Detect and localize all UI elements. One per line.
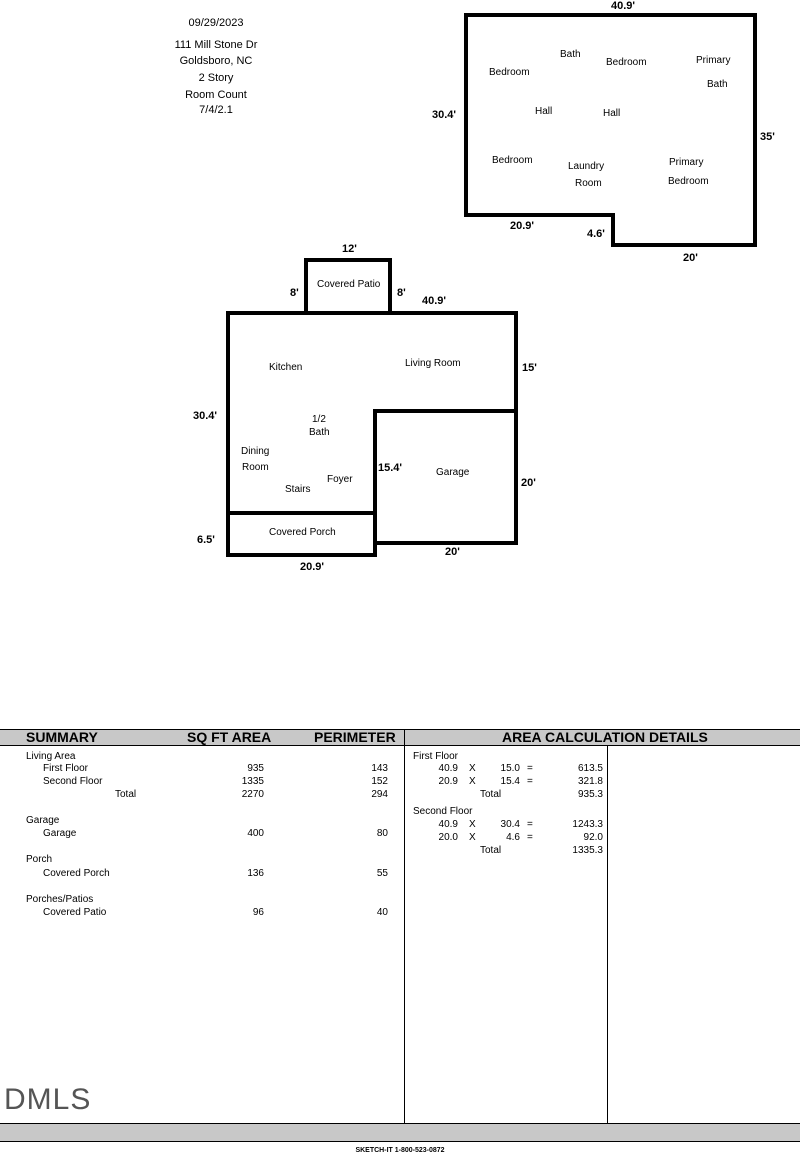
room-laundry-line1: Laundry [568,161,605,172]
row-second-floor-area: 1335 [241,776,264,787]
dim-2f-bottom-right: 20' [683,252,698,264]
room-half-bath-line2: Bath [309,427,330,438]
row-living-total-label: Total [115,789,137,800]
room-covered-patio: Covered Patio [317,279,381,290]
dim-porch-left: 6.5' [197,534,215,546]
group-porch: Porch [26,854,53,865]
group-living-area: Living Area [26,751,76,762]
dim-garage-left: 15.4' [378,462,403,474]
second-floor-outline [466,15,755,245]
room-count-value: 7/4/2.1 [199,104,233,116]
row-living-total-perimeter: 294 [371,789,388,800]
detail-sf-r2-a: 20.0 [438,832,458,843]
row-first-floor-label: First Floor [43,763,88,774]
dmls-watermark: DMLS [4,1083,92,1116]
dim-garage-bottom: 20' [445,546,460,558]
summary-header-bar [0,729,800,746]
dim-2f-bottom-left: 20.9' [510,220,535,232]
sketch-date: 09/29/2023 [188,17,244,29]
detail-sf-r1-eq: = [527,819,533,830]
detail-sf-r2-b: 4.6 [506,832,520,843]
group-porches-patios: Porches/Patios [26,894,94,905]
summary-heading: SUMMARY [26,729,98,745]
detail-sf-r1-b: 30.4 [500,819,520,830]
detail-ff-total: 935.3 [577,789,603,800]
column-divider-1 [404,729,405,1140]
room-dining-line2: Room [242,462,269,473]
detail-sf-r2-result: 92.0 [583,832,603,843]
detail-ff-r1-x: X [469,763,476,774]
dim-2f-notch: 4.6' [587,228,605,240]
room-primary-bath-line2: Bath [707,79,728,90]
dim-patio-left: 8' [290,287,299,299]
room-primary-bedroom-line2: Bedroom [668,176,709,187]
detail-ff-r1-eq: = [527,763,533,774]
room-primary-bath-line1: Primary [696,55,731,66]
detail-second-floor-heading: Second Floor [413,806,473,817]
room-bedroom-sw: Bedroom [492,155,533,166]
detail-sf-total-label: Total [480,845,502,856]
detail-ff-r2-result: 321.8 [577,776,603,787]
row-covered-patio-area: 96 [252,907,264,918]
room-bath: Bath [560,49,581,60]
room-hall-right: Hall [603,108,621,119]
room-living-room: Living Room [405,358,461,369]
dim-2f-top: 40.9' [611,0,636,12]
detail-ff-total-label: Total [480,789,502,800]
stories: 2 Story [198,72,234,84]
detail-sf-r1-result: 1243.3 [572,819,603,830]
row-covered-patio-label: Covered Patio [43,907,107,918]
dim-1f-left: 30.4' [193,410,218,422]
footer-text: SKETCH-IT 1-800-523-0872 [355,1147,445,1154]
detail-ff-r1-b: 15.0 [500,763,520,774]
row-covered-porch-label: Covered Porch [43,868,110,879]
row-first-floor-perimeter: 143 [371,763,388,774]
room-laundry-line2: Room [575,178,602,189]
room-foyer: Foyer [327,474,353,485]
detail-ff-r2-b: 15.4 [500,776,520,787]
room-kitchen: Kitchen [269,362,303,373]
detail-ff-r2-eq: = [527,776,533,787]
details-heading: AREA CALCULATION DETAILS [502,729,708,745]
room-half-bath-line1: 1/2 [312,414,326,425]
dim-1f-top: 40.9' [422,295,447,307]
address-line2: Goldsboro, NC [179,55,253,67]
dim-patio-right: 8' [397,287,406,299]
dim-garage-right: 20' [521,477,536,489]
row-living-total-area: 2270 [241,789,264,800]
dim-2f-right: 35' [760,131,775,143]
detail-sf-r1-x: X [469,819,476,830]
row-covered-patio-perimeter: 40 [376,907,388,918]
sqft-heading: SQ FT AREA [187,729,272,745]
room-dining-line1: Dining [241,446,270,457]
column-divider-2 [607,745,608,1123]
row-garage-perimeter: 80 [376,828,388,839]
row-garage-area: 400 [247,828,264,839]
row-second-floor-label: Second Floor [43,776,103,787]
row-first-floor-area: 935 [247,763,264,774]
row-garage-label: Garage [43,828,77,839]
perimeter-heading: PERIMETER [314,729,396,745]
room-primary-bedroom-line1: Primary [669,157,704,168]
dim-2f-left: 30.4' [432,109,457,121]
room-covered-porch: Covered Porch [269,527,336,538]
detail-ff-r1-a: 40.9 [438,763,458,774]
detail-sf-r2-eq: = [527,832,533,843]
detail-ff-r2-x: X [469,776,476,787]
footer-bar [0,1123,800,1142]
dim-1f-right-upper: 15' [522,362,537,374]
room-bedroom-nw: Bedroom [489,67,530,78]
row-second-floor-perimeter: 152 [371,776,388,787]
dim-porch-bottom: 20.9' [300,561,325,573]
room-count-label: Room Count [185,89,247,101]
dim-patio-top: 12' [342,243,357,255]
detail-first-floor-heading: First Floor [413,751,458,762]
detail-sf-total: 1335.3 [572,845,603,856]
room-garage: Garage [436,467,470,478]
address-line1: 111 Mill Stone Dr [174,39,258,51]
row-covered-porch-perimeter: 55 [376,868,388,879]
group-garage: Garage [26,815,60,826]
detail-sf-r1-a: 40.9 [438,819,458,830]
detail-ff-r1-result: 613.5 [577,763,603,774]
room-bedroom-n: Bedroom [606,57,647,68]
room-stairs: Stairs [285,484,311,495]
detail-sf-r2-x: X [469,832,476,843]
room-hall-left: Hall [535,106,553,117]
row-covered-porch-area: 136 [247,868,264,879]
detail-ff-r2-a: 20.9 [438,776,458,787]
